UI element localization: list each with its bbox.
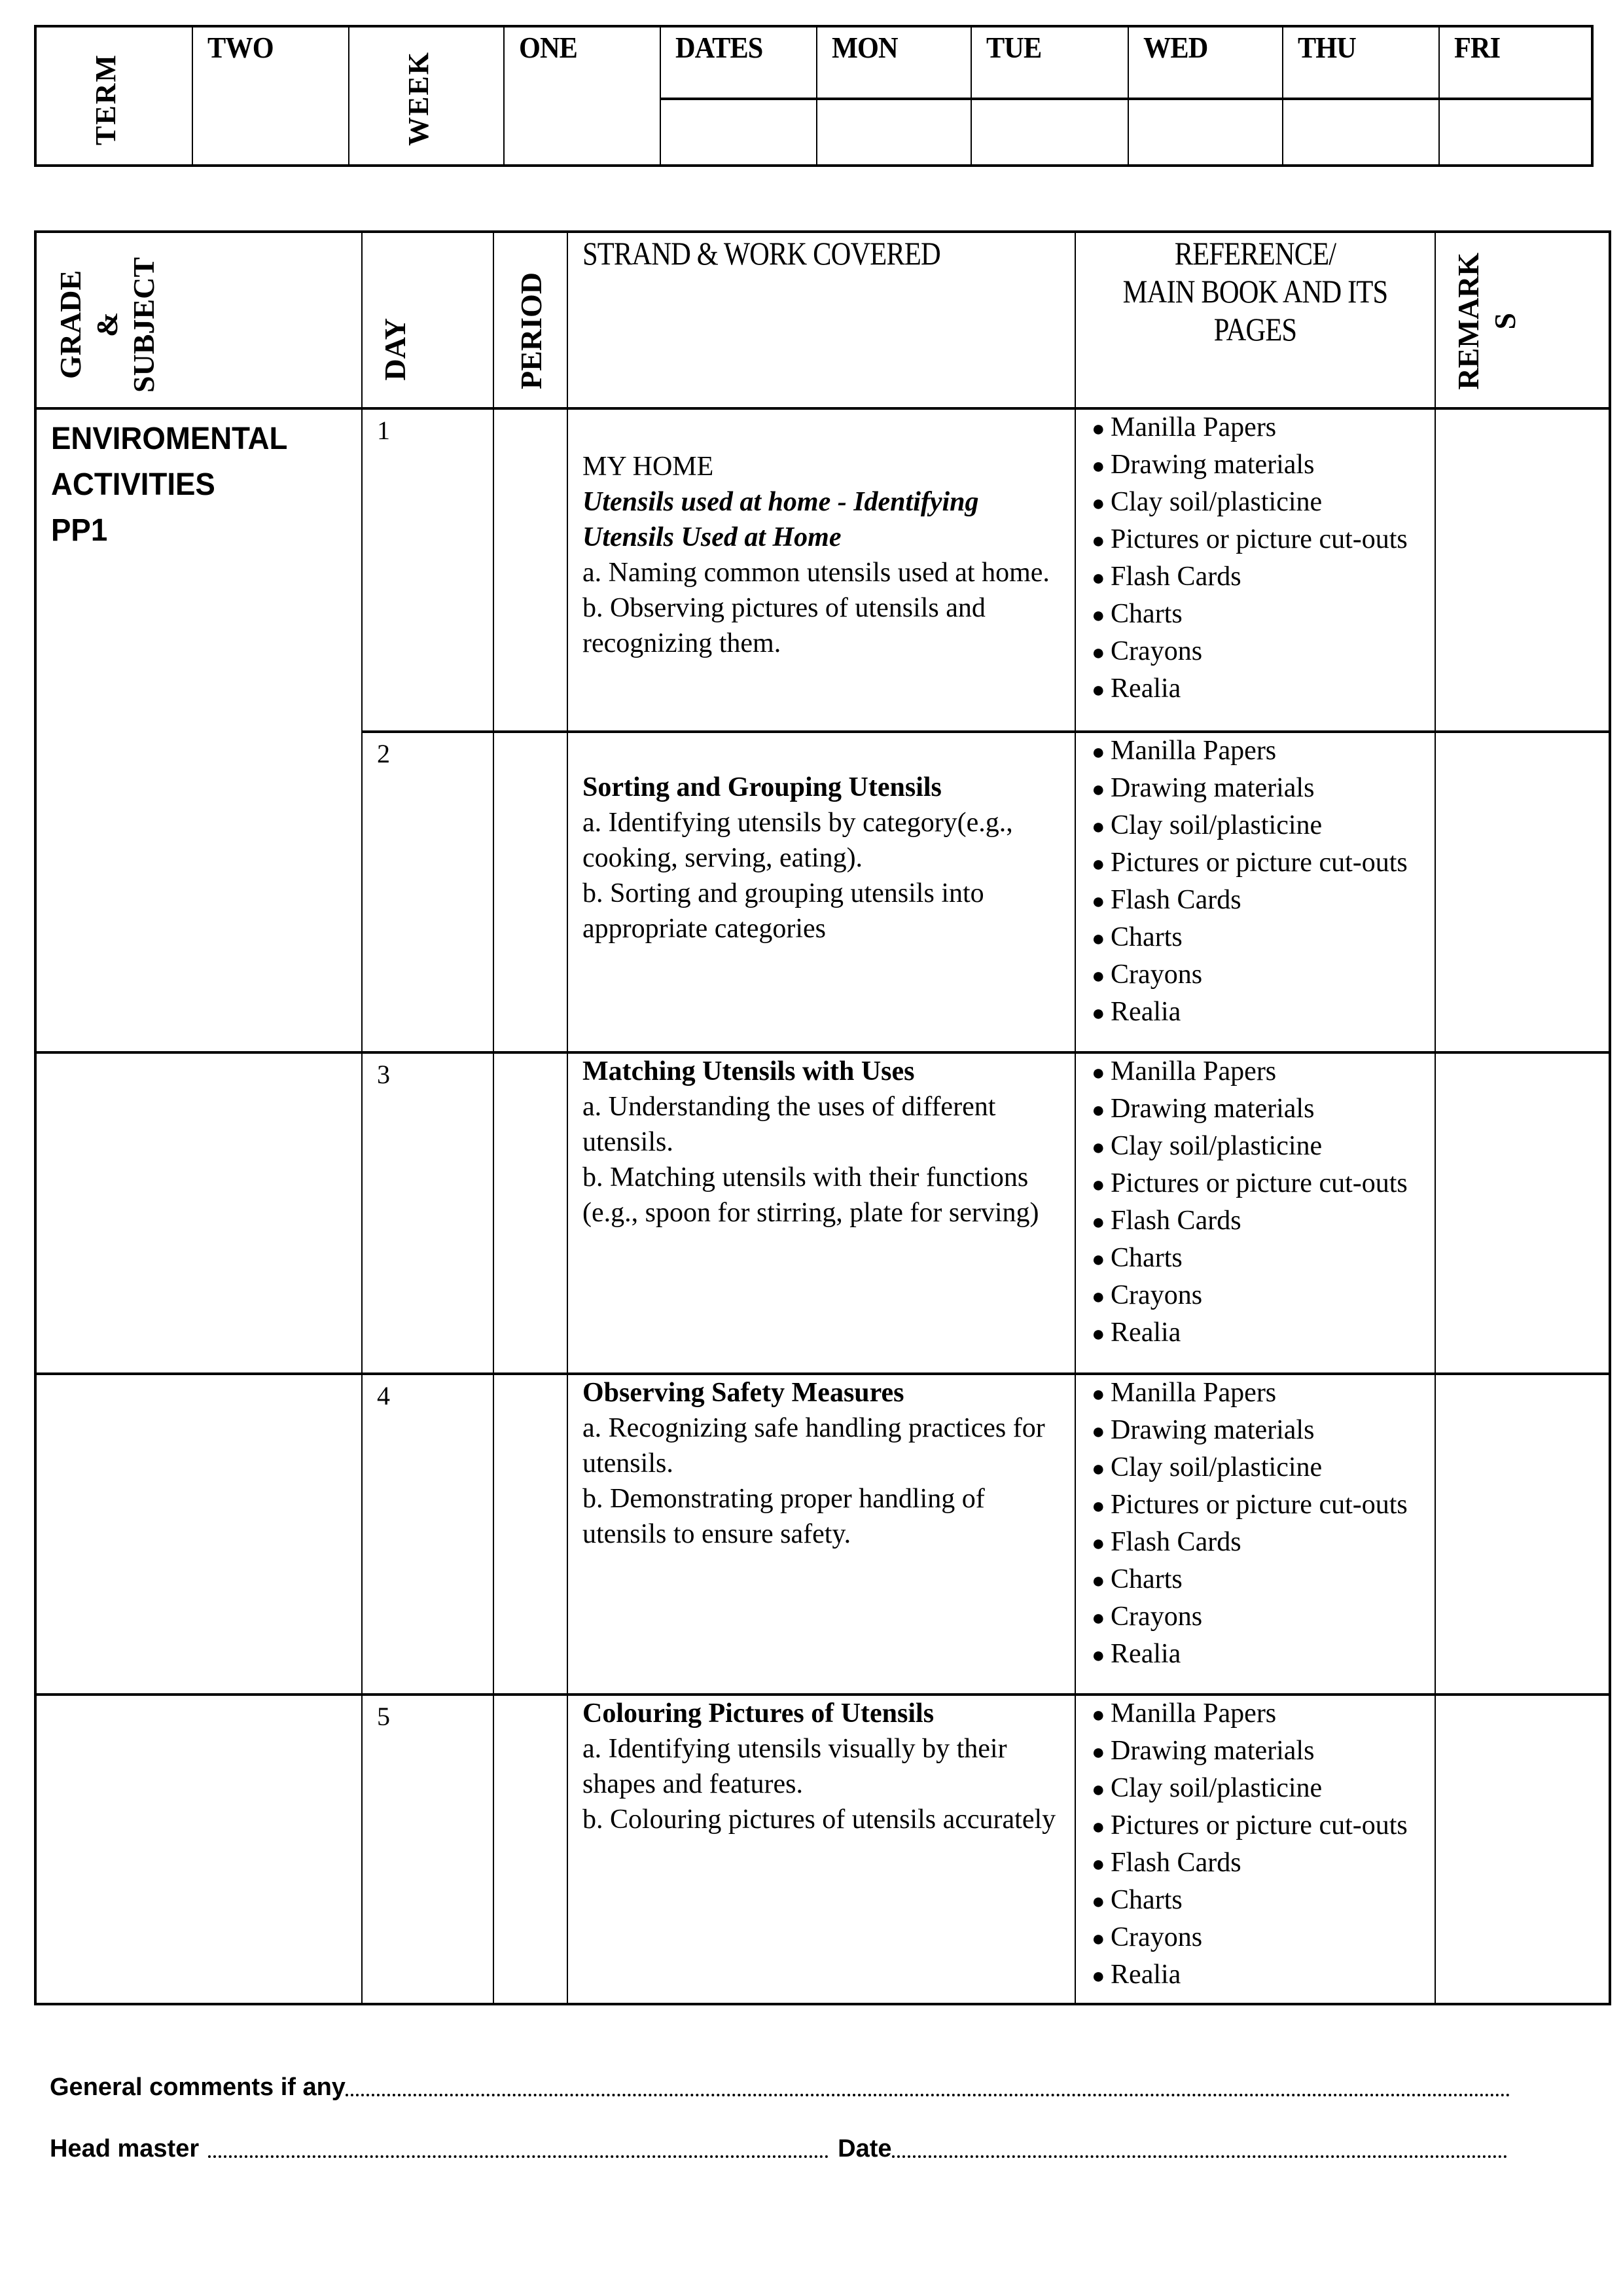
reference-item: ● Drawing materials xyxy=(1092,770,1432,808)
headmaster-signature-field[interactable] xyxy=(208,2155,829,2158)
subject-line1: ENVIROMENTAL xyxy=(51,422,288,456)
reference-item: ● Clay soil/plasticine xyxy=(1092,1770,1432,1808)
general-comments-label: General comments if any xyxy=(50,2073,346,2101)
reference-item: ● Charts xyxy=(1092,1562,1432,1599)
reference-item: ● Pictures or picture cut-outs xyxy=(1092,1166,1432,1203)
header-strand: STRAND & WORK COVERED xyxy=(582,235,940,272)
reference-item: ● Manilla Papers xyxy=(1092,410,1432,447)
reference-list xyxy=(1092,410,1432,708)
header-day: DAY xyxy=(378,318,412,381)
reference-item: ● Realia xyxy=(1092,1957,1432,1994)
reference-item: ● Crayons xyxy=(1092,634,1432,671)
lesson-title: Matching Utensils with Uses xyxy=(582,1056,915,1086)
reference-item: ● Charts xyxy=(1092,1240,1432,1278)
reference-list xyxy=(1092,1696,1432,1994)
date-label: Date xyxy=(838,2135,892,2162)
header-reference xyxy=(1104,234,1406,348)
term-label-cell xyxy=(37,27,193,164)
reference-item: ● Pictures or picture cut-outs xyxy=(1092,522,1432,559)
objective-b: b. Colouring pictures of utensils accurately xyxy=(582,1804,1056,1835)
general-comments-field[interactable] xyxy=(346,2094,1510,2096)
objective-a: a. Identifying utensils by category(e.g., cooking, serving, eating). xyxy=(582,808,1013,873)
reference-item: ● Pictures or picture cut-outs xyxy=(1092,845,1432,882)
term-value: TWO xyxy=(207,31,274,64)
objective-b: b. Sorting and grouping utensils into appropriate categories xyxy=(582,878,984,944)
reference-list xyxy=(1092,733,1432,1031)
objective-b: b. Matching utensils with their functions (e.g., spoon for stirring, plate for serving) xyxy=(582,1162,1039,1228)
subject-line3: PP1 xyxy=(51,513,108,548)
week-label-cell xyxy=(349,27,505,164)
column-divider xyxy=(1075,233,1076,2003)
divider xyxy=(817,98,971,100)
reference-item: ● Realia xyxy=(1092,671,1432,708)
reference-item: ● Clay soil/plasticine xyxy=(1092,1128,1432,1166)
strand-work-cell xyxy=(582,770,1067,946)
header-ampersand-text: & xyxy=(90,312,124,338)
objective-b: b. Observing pictures of utensils and recognizing them. xyxy=(582,593,986,658)
day-label-wed: WED xyxy=(1143,31,1208,64)
day-number: 4 xyxy=(377,1381,390,1410)
day-cell-tue[interactable] xyxy=(972,27,1129,164)
strand-work-cell xyxy=(582,449,1067,661)
headmaster-label: Head master xyxy=(50,2135,200,2162)
divider xyxy=(1440,98,1594,100)
week-value-cell[interactable] xyxy=(505,27,661,164)
reference-item: ● Clay soil/plasticine xyxy=(1092,808,1432,845)
strand-work-cell xyxy=(582,1054,1067,1230)
column-divider xyxy=(567,233,568,2003)
lesson-title: Colouring Pictures of Utensils xyxy=(582,1698,935,1729)
reference-item: ● Drawing materials xyxy=(1092,1412,1432,1450)
reference-item: ● Charts xyxy=(1092,1882,1432,1920)
day-label-tue: TUE xyxy=(986,31,1042,64)
reference-item: ● Drawing materials xyxy=(1092,1733,1432,1770)
reference-item: ● Realia xyxy=(1092,994,1432,1031)
column-divider xyxy=(493,233,494,2003)
reference-item: ● Flash Cards xyxy=(1092,1203,1432,1240)
header-reference-line1: REFERENCE/ xyxy=(1174,235,1336,272)
objective-a: a. Recognizing safe handling practices for utensils. xyxy=(582,1413,1045,1479)
day-cell-fri[interactable] xyxy=(1440,27,1594,164)
day-number: 2 xyxy=(377,739,390,768)
strand-title: MY HOME xyxy=(582,452,714,482)
reference-item: ● Manilla Papers xyxy=(1092,733,1432,770)
reference-item: ● Crayons xyxy=(1092,1599,1432,1636)
header-grade-text: GRADE xyxy=(54,270,87,380)
strand-subtitle: Utensils used at home - Identifying Utensils Used at Home xyxy=(582,487,979,552)
header-remarks-line2: S xyxy=(1488,312,1522,330)
term-label: TERM xyxy=(90,54,122,145)
reference-item: ● Crayons xyxy=(1092,1920,1432,1957)
divider xyxy=(1283,98,1438,100)
subject-line2: ACTIVITIES xyxy=(51,467,215,502)
term-week-table xyxy=(34,25,1594,167)
reference-item: ● Pictures or picture cut-outs xyxy=(1092,1808,1432,1845)
week-label: WEEK xyxy=(402,51,435,146)
reference-item: ● Charts xyxy=(1092,596,1432,634)
date-field[interactable] xyxy=(892,2155,1507,2158)
general-comments-line xyxy=(50,2073,1510,2102)
reference-item: ● Flash Cards xyxy=(1092,559,1432,596)
objective-b: b. Demonstrating proper handling of utensils to ensure safety. xyxy=(582,1484,985,1549)
reference-item: ● Clay soil/plasticine xyxy=(1092,1450,1432,1487)
reference-item: ● Flash Cards xyxy=(1092,1845,1432,1882)
dates-label: DATES xyxy=(675,31,763,64)
strand-work-cell xyxy=(582,1696,1067,1837)
header-period: PERIOD xyxy=(514,272,548,389)
objective-a: a. Naming common utensils used at home. xyxy=(582,558,1050,588)
day-number: 5 xyxy=(377,1702,390,1731)
reference-item: ● Manilla Papers xyxy=(1092,1375,1432,1412)
divider xyxy=(972,98,1128,100)
reference-item: ● Drawing materials xyxy=(1092,1091,1432,1128)
header-remarks-line1: REMARK xyxy=(1452,253,1485,390)
week-value: ONE xyxy=(519,31,577,64)
reference-item: ● Flash Cards xyxy=(1092,1524,1432,1562)
reference-item: ● Flash Cards xyxy=(1092,882,1432,920)
reference-item: ● Clay soil/plasticine xyxy=(1092,484,1432,522)
reference-item: ● Manilla Papers xyxy=(1092,1054,1432,1091)
header-remarks xyxy=(1450,253,1524,390)
day-label-fri: FRI xyxy=(1454,31,1501,64)
dates-label-cell xyxy=(661,27,817,164)
divider xyxy=(1129,98,1282,100)
column-divider xyxy=(361,233,363,2003)
signature-line xyxy=(50,2135,1507,2163)
header-subject-text: SUBJECT xyxy=(127,257,160,393)
reference-item: ● Realia xyxy=(1092,1315,1432,1352)
lesson-title: Observing Safety Measures xyxy=(582,1378,904,1408)
scheme-of-work-table xyxy=(34,230,1611,2005)
header-reference-line2: MAIN BOOK AND ITS xyxy=(1122,273,1388,310)
objective-a: a. Identifying utensils visually by their shapes and features. xyxy=(582,1734,1007,1799)
day-number: 3 xyxy=(377,1060,390,1089)
day-label-mon: MON xyxy=(832,31,898,64)
reference-item: ● Pictures or picture cut-outs xyxy=(1092,1487,1432,1524)
reference-item: ● Crayons xyxy=(1092,1278,1432,1315)
term-value-cell[interactable] xyxy=(193,27,349,164)
header-grade-subject xyxy=(52,253,162,397)
reference-item: ● Drawing materials xyxy=(1092,447,1432,484)
header-reference-line3: PAGES xyxy=(1213,311,1297,348)
day-number: 1 xyxy=(377,416,390,445)
lesson-title: Sorting and Grouping Utensils xyxy=(582,772,942,802)
reference-list xyxy=(1092,1054,1432,1352)
grade-subject-value xyxy=(51,416,287,554)
day-cell-wed[interactable] xyxy=(1129,27,1283,164)
reference-item: ● Realia xyxy=(1092,1636,1432,1674)
strand-work-cell xyxy=(582,1375,1067,1552)
divider xyxy=(661,98,816,100)
day-cell-thu[interactable] xyxy=(1283,27,1440,164)
reference-list xyxy=(1092,1375,1432,1674)
objective-a: a. Understanding the uses of different utensils. xyxy=(582,1092,996,1157)
column-divider xyxy=(1435,233,1436,2003)
day-cell-mon[interactable] xyxy=(817,27,972,164)
reference-item: ● Crayons xyxy=(1092,957,1432,994)
reference-item: ● Charts xyxy=(1092,920,1432,957)
reference-item: ● Manilla Papers xyxy=(1092,1696,1432,1733)
day-label-thu: THU xyxy=(1298,31,1356,64)
